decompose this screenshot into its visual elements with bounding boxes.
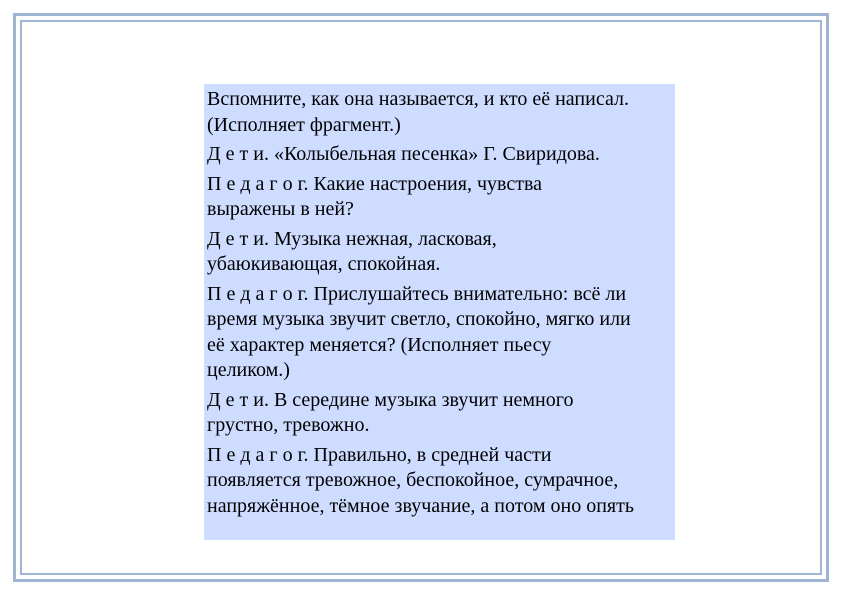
text-line: Д е т и. В середине музыка звучит немного bbox=[207, 388, 574, 411]
text-line: её характер меняется? (Исполняет пьесу bbox=[207, 333, 552, 356]
text-line: П е д а г о г. Какие настроения, чувства bbox=[207, 172, 542, 195]
paragraph-3 bbox=[207, 172, 675, 223]
text-line: П е д а г о г. Правильно, в средней части bbox=[207, 443, 552, 466]
text-line: убаюкивающая, спокойная. bbox=[207, 253, 441, 275]
text-line: Д е т и. Музыка нежная, ласковая, bbox=[207, 227, 497, 250]
paragraph-7 bbox=[207, 443, 675, 520]
text-line: выражены в ней? bbox=[207, 198, 354, 220]
text-line: напряжённое, тёмное звучание, а потом оно опять bbox=[207, 494, 634, 517]
paragraph-6 bbox=[207, 388, 675, 439]
paragraph-1 bbox=[207, 87, 675, 138]
paragraph-4 bbox=[207, 227, 675, 278]
text-line: Вспомните, как она называется, и кто её написал. bbox=[207, 88, 629, 110]
text-line: появляется тревожное, беспокойное, сумрачное, bbox=[207, 469, 619, 491]
text-line: (Исполняет фрагмент.) bbox=[207, 113, 401, 136]
dialogue-text-box bbox=[204, 84, 675, 540]
text-line: Д е т и. «Колыбельная песенка» Г. Свиридова. bbox=[207, 143, 600, 165]
paragraph-5 bbox=[207, 282, 675, 384]
text-line: целиком.) bbox=[207, 359, 290, 381]
text-line: П е д а г о г. Прислушайтесь внимательно: всё ли bbox=[207, 282, 627, 305]
text-line: грустно, тревожно. bbox=[207, 414, 370, 436]
paragraph-2 bbox=[207, 142, 675, 168]
text-line: время музыка звучит светло, спокойно, мягко или bbox=[207, 308, 631, 330]
